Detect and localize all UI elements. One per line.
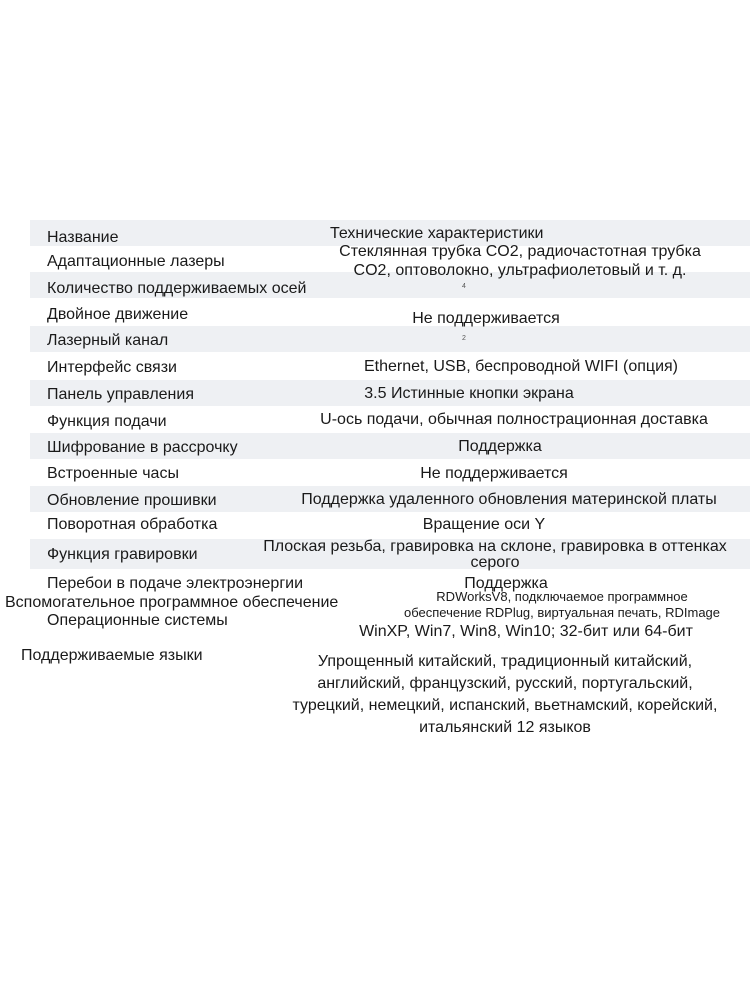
row-value: Не поддерживается [420, 465, 568, 482]
row-value: Поддержка [458, 438, 542, 455]
row-name: Вспомогательное программное обеспечение [5, 594, 339, 611]
header-name: Название [47, 229, 119, 246]
row-value [290, 242, 750, 280]
row-name: Лазерный канал [47, 332, 169, 349]
row-value: 2 [462, 335, 466, 342]
row-value: U-ось подачи, обычная полнострационная доставка [320, 411, 708, 428]
value-line: турецкий, немецкий, испанский, вьетнамский, корейский, [292, 697, 718, 714]
row-name: Панель управления [47, 386, 194, 403]
row-name: Двойное движение [47, 306, 189, 323]
row-value [374, 589, 750, 621]
value-line: Упрощенный китайский, традиционный китайский, [317, 653, 693, 670]
value-line: RDWorksV8, подключаемое программное [436, 589, 688, 604]
row-name: Операционные системы [47, 612, 228, 629]
value-line: итальянский 12 языков [419, 719, 591, 736]
value-line: Плоская резьба, гравировка на склоне, гравировка в оттенках [263, 538, 727, 555]
row-value: Ethernet, USB, беспроводной WIFI (опция) [363, 358, 679, 375]
row-name: Интерфейс связи [47, 359, 177, 376]
row-value: Не поддерживается [412, 310, 560, 327]
row-name: Функция гравировки [47, 546, 198, 563]
value-line: английский, французский, русский, португальский, [317, 675, 693, 692]
row-name: Адаптационные лазеры [47, 253, 225, 270]
value-line: обеспечение RDPlug, виртуальная печать, RDImage [403, 605, 721, 620]
row-value [268, 651, 742, 739]
row-value: Поддержка [464, 575, 548, 592]
row-name: Обновление прошивки [47, 492, 217, 509]
row-value: 4 [462, 283, 466, 290]
row-name: Количество поддерживаемых осей [47, 280, 307, 297]
value-line: серого [470, 554, 520, 571]
row-value: WinXP, Win7, Win8, Win10; 32-бит или 64-бит [359, 623, 693, 640]
row-name: Встроенные часы [47, 465, 179, 482]
header-spec: Технические характеристики [330, 225, 544, 242]
row-value [240, 537, 750, 572]
row-name: Поддерживаемые языки [21, 647, 203, 664]
row-value: Поддержка удаленного обновления материнской платы [301, 491, 717, 508]
row-name: Поворотная обработка [47, 516, 218, 533]
row-name: Шифрование в рассрочку [47, 439, 238, 456]
value-line: CO2, оптоволокно, ультрафиолетовый и т. д. [353, 262, 687, 279]
row-value: 3.5 Истинные кнопки экрана [364, 385, 574, 402]
row-value: Вращение оси Y [422, 516, 546, 533]
row-name: Функция подачи [47, 413, 167, 430]
row-name: Перебои в подаче электроэнергии [47, 575, 304, 592]
value-line: Стеклянная трубка CO2, радиочастотная трубка [339, 243, 701, 260]
